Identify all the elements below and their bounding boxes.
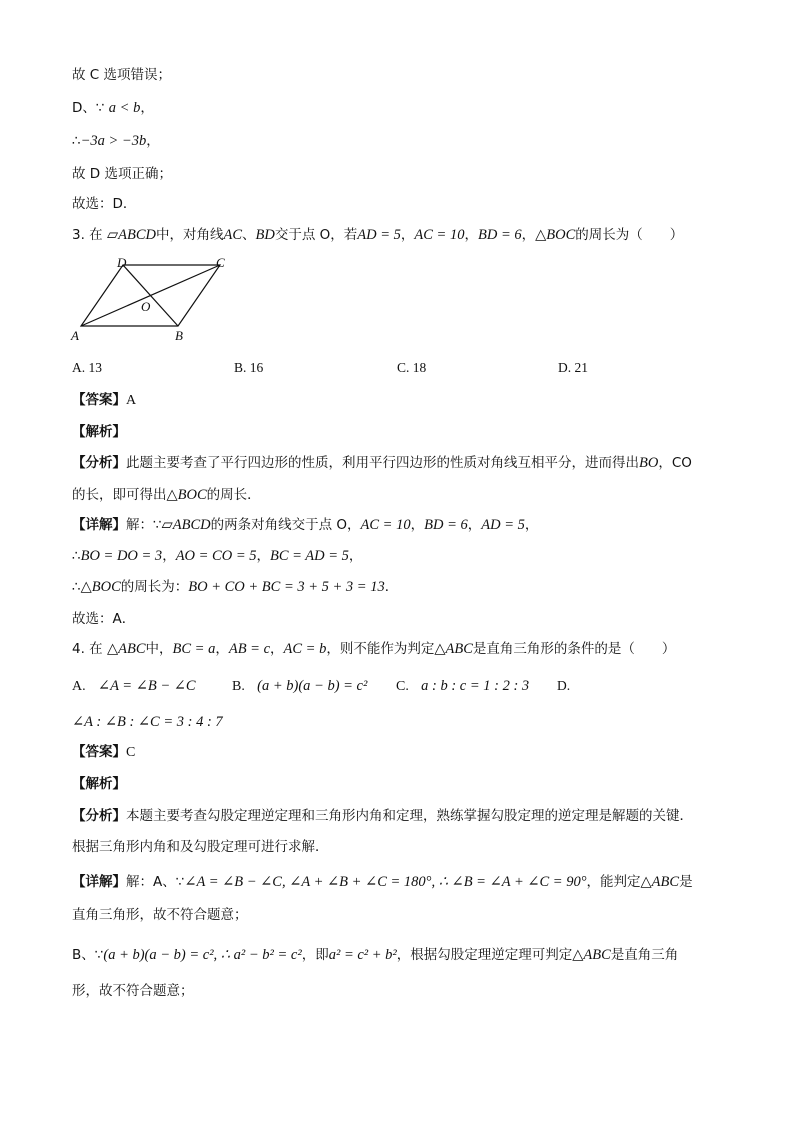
q4-option-b [232,677,367,696]
q4-option-b-label: B. [232,679,245,694]
vertex-label-b: B [175,328,183,343]
q4-detail-a-expr: ∠A = ∠B − ∠C, ∠A + ∠B + ∠C = 180°, ∴ ∠B = ∠A + ∠C = 90° [184,874,587,890]
therefore-symbol: ∴ [72,579,81,595]
prev-d-inequality: −3a > −3b [80,133,147,149]
q3-step3-text: 的周长为： [120,579,189,595]
q3-stem [72,226,683,244]
q3-stem-text-6: ， [464,227,478,243]
q3-fenxi-text-3: 的长，即可得出 [72,487,167,503]
q4-answer-tag: 【答案】 [72,744,126,760]
prev-d-comma: ， [140,100,154,116]
q4-option-b-expr: (a + b)(a − b) = c² [257,678,368,694]
q4-option-c-label: C. [396,679,409,694]
prev-d-inequality-line [72,132,160,150]
q3-detail-text-2: 的两条对角线交于点 O， [210,517,361,533]
q3-comma-1: ， [162,548,176,564]
q4-comma-1: ， [215,641,229,657]
q4-analysis-tag: 【解析】 [72,776,126,792]
q4-stem [72,640,675,658]
therefore-symbol: ∴ [72,548,81,564]
q4-stem-text-2: 中， [145,641,173,657]
q3-answer-tag: 【答案】 [72,392,126,408]
q3-comma-2: ， [256,548,270,564]
q4-fenxi-tag: 【分析】 [72,808,126,824]
prev-c-wrong: 故 C 选项错误； [72,67,172,83]
q4-detail-b-text-2: ，即 [301,947,329,963]
q4-ab: AB = c [228,641,271,657]
vertex-label-d: D [117,255,127,270]
q3-fenxi-text-4: 的周长． [206,487,261,503]
q4-option-d-expr: ∠A : ∠B : ∠C = 3 : 4 : 7 [72,714,223,730]
q3-choice: 故选：A． [72,611,136,627]
q4-option-a-expr: ∠A = ∠B − ∠C [97,678,196,694]
q4-detail-b-triangle: △ABC [572,947,611,963]
vertex-label-c: C [216,255,225,270]
q4-detail-b-text-1: B、∵ [72,947,104,963]
q3-fenxi-tag: 【分析】 [72,455,126,471]
q3-perimeter-calc: BO + CO + BC = 3 + 5 + 3 = 13 [188,579,385,595]
q4-fenxi-line-2: 根据三角形内角和及勾股定理可进行求解． [72,839,329,855]
q4-detail-a-text-1: 解：A、∵ [126,874,185,890]
q4-option-c [396,677,529,696]
q3-detail-text-4: ， [467,517,482,533]
q4-detail-tag: 【详解】 [72,874,126,890]
q4-detail-a-triangle: △ABC [640,874,680,890]
q3-option-d: D. 21 [558,360,588,375]
prev-d-ineq-comma: ， [146,133,160,149]
q3-option-c: C. 18 [397,360,427,375]
q3-option-b: B. 16 [234,360,264,375]
q3-comma-3: ， [348,548,363,564]
q4-bc: BC = a [172,641,216,657]
q3-detail-bd: BD = 6 [424,517,468,533]
q4-detail-b-line-1 [72,946,678,964]
q3-stem-text-5: ， [400,227,415,243]
q3-fenxi-line-2 [72,486,261,504]
prev-d-condition: a < b [108,100,141,116]
q3-detail-text-5: ， [524,517,539,533]
q4-triangle-2: △ABC [434,641,473,657]
q3-ao-co: AO = CO = 5 [175,548,257,564]
parallelogram-figure [68,254,238,346]
q3-detail-parallelogram: ▱ABCD [161,517,211,533]
q3-answer: A [126,393,137,408]
q3-detail-ac: AC = 10 [360,517,411,533]
vertex-label-a: A [71,328,79,343]
q3-fenxi-text-2: ，CO [658,455,692,471]
q4-option-a-label: A. [72,679,86,694]
q4-stem-text-1: 4. 在 [72,641,103,657]
q3-stem-text-3: 、 [242,227,256,243]
q4-detail-b-expr-1: (a + b)(a − b) = c², ∴ a² − b² = c² [103,947,302,963]
q3-detail-line-1 [72,516,538,534]
q3-step3-triangle: △BOC [80,579,121,595]
q4-answer: C [126,745,136,760]
q3-bd: BD [255,227,275,243]
q3-detail-text-3: ， [410,517,425,533]
q3-stem-text-1: 3. 在 [72,227,103,243]
center-label-o: O [141,299,151,314]
therefore-symbol: ∴ [72,133,81,149]
q3-fenxi-line-1 [72,454,692,472]
prev-d-label: D、∵ [72,100,105,116]
q3-step3-period: ． [384,579,399,595]
prev-choice: 故选：D． [72,196,137,212]
q4-option-d-label: D. [557,678,571,693]
q4-stem-text-4: 是直角三角形的条件的是（ ） [472,641,676,657]
q3-ac: AC [223,227,243,243]
q3-stem-text-2: 中，对角线 [155,227,224,243]
q4-comma-2: ， [270,641,284,657]
q3-ad-value: AD = 5 [357,227,401,243]
prev-d-condition-line [72,99,154,117]
q4-detail-b-line-2: 形，故不符合题意； [72,983,194,999]
q4-stem-text-3: ，则不能作为判定 [326,641,435,657]
q4-triangle: △ABC [106,641,146,657]
q3-fenxi-bo: BO [639,455,659,471]
q4-detail-b-text-3: ，根据勾股定理逆定理可判定 [396,947,573,963]
q4-fenxi-text-1: 本题主要考查勾股定理逆定理和三角形内角和定理，熟练掌握勾股定理的逆定理是解题的关键． [126,808,693,824]
q3-detail-ad: AD = 5 [481,517,525,533]
prev-d-right: 故 D 选项正确； [72,166,172,182]
q4-detail-a-text-3: 是 [679,874,693,890]
q4-detail-b-expr-2: a² = c² + b² [328,947,397,963]
q3-stem-text-4: 交于点 O，若 [274,227,358,243]
q4-detail-b-text-4: 是直角三角 [610,947,679,963]
q3-detail-text-1: 解：∵ [126,517,162,533]
q3-stem-text-7: ， [521,227,536,243]
q3-bo-do: BO = DO = 3 [80,548,163,564]
q4-detail-a-text-2: ，能判定 [586,874,641,890]
q3-detail-line-2 [72,547,362,565]
diagonal-bd [123,265,178,326]
q4-fenxi-line-1 [72,807,693,825]
q4-ac: AC = b [283,641,327,657]
q4-answer-line [72,743,135,762]
q3-analysis-tag: 【解析】 [72,424,126,440]
q3-detail-line-3 [72,578,398,596]
q3-fenxi-text-1: 此题主要考查了平行四边形的性质，利用平行四边形的性质对角线互相平分，进而得出 [126,455,639,471]
q3-bc-ad: BC = AD = 5 [269,548,349,564]
q3-ac-value: AC = 10 [414,227,465,243]
q4-detail-a-line-2: 直角三角形，故不符合题意； [72,907,248,923]
q4-detail-line-1 [72,873,693,891]
q4-option-c-expr: a : b : c = 1 : 2 : 3 [421,678,530,694]
q3-parallelogram: ▱ABCD [106,227,156,243]
q3-detail-tag: 【详解】 [72,517,126,533]
q3-triangle-boc: △BOC [535,227,576,243]
q3-stem-text-8: 的周长为（ ） [575,227,684,243]
q3-option-a: A. 13 [72,360,102,375]
q4-option-a [72,677,196,696]
q3-bd-value: BD = 6 [477,227,522,243]
q3-answer-line [72,391,136,410]
q3-fenxi-triangle: △BOC [166,487,207,503]
